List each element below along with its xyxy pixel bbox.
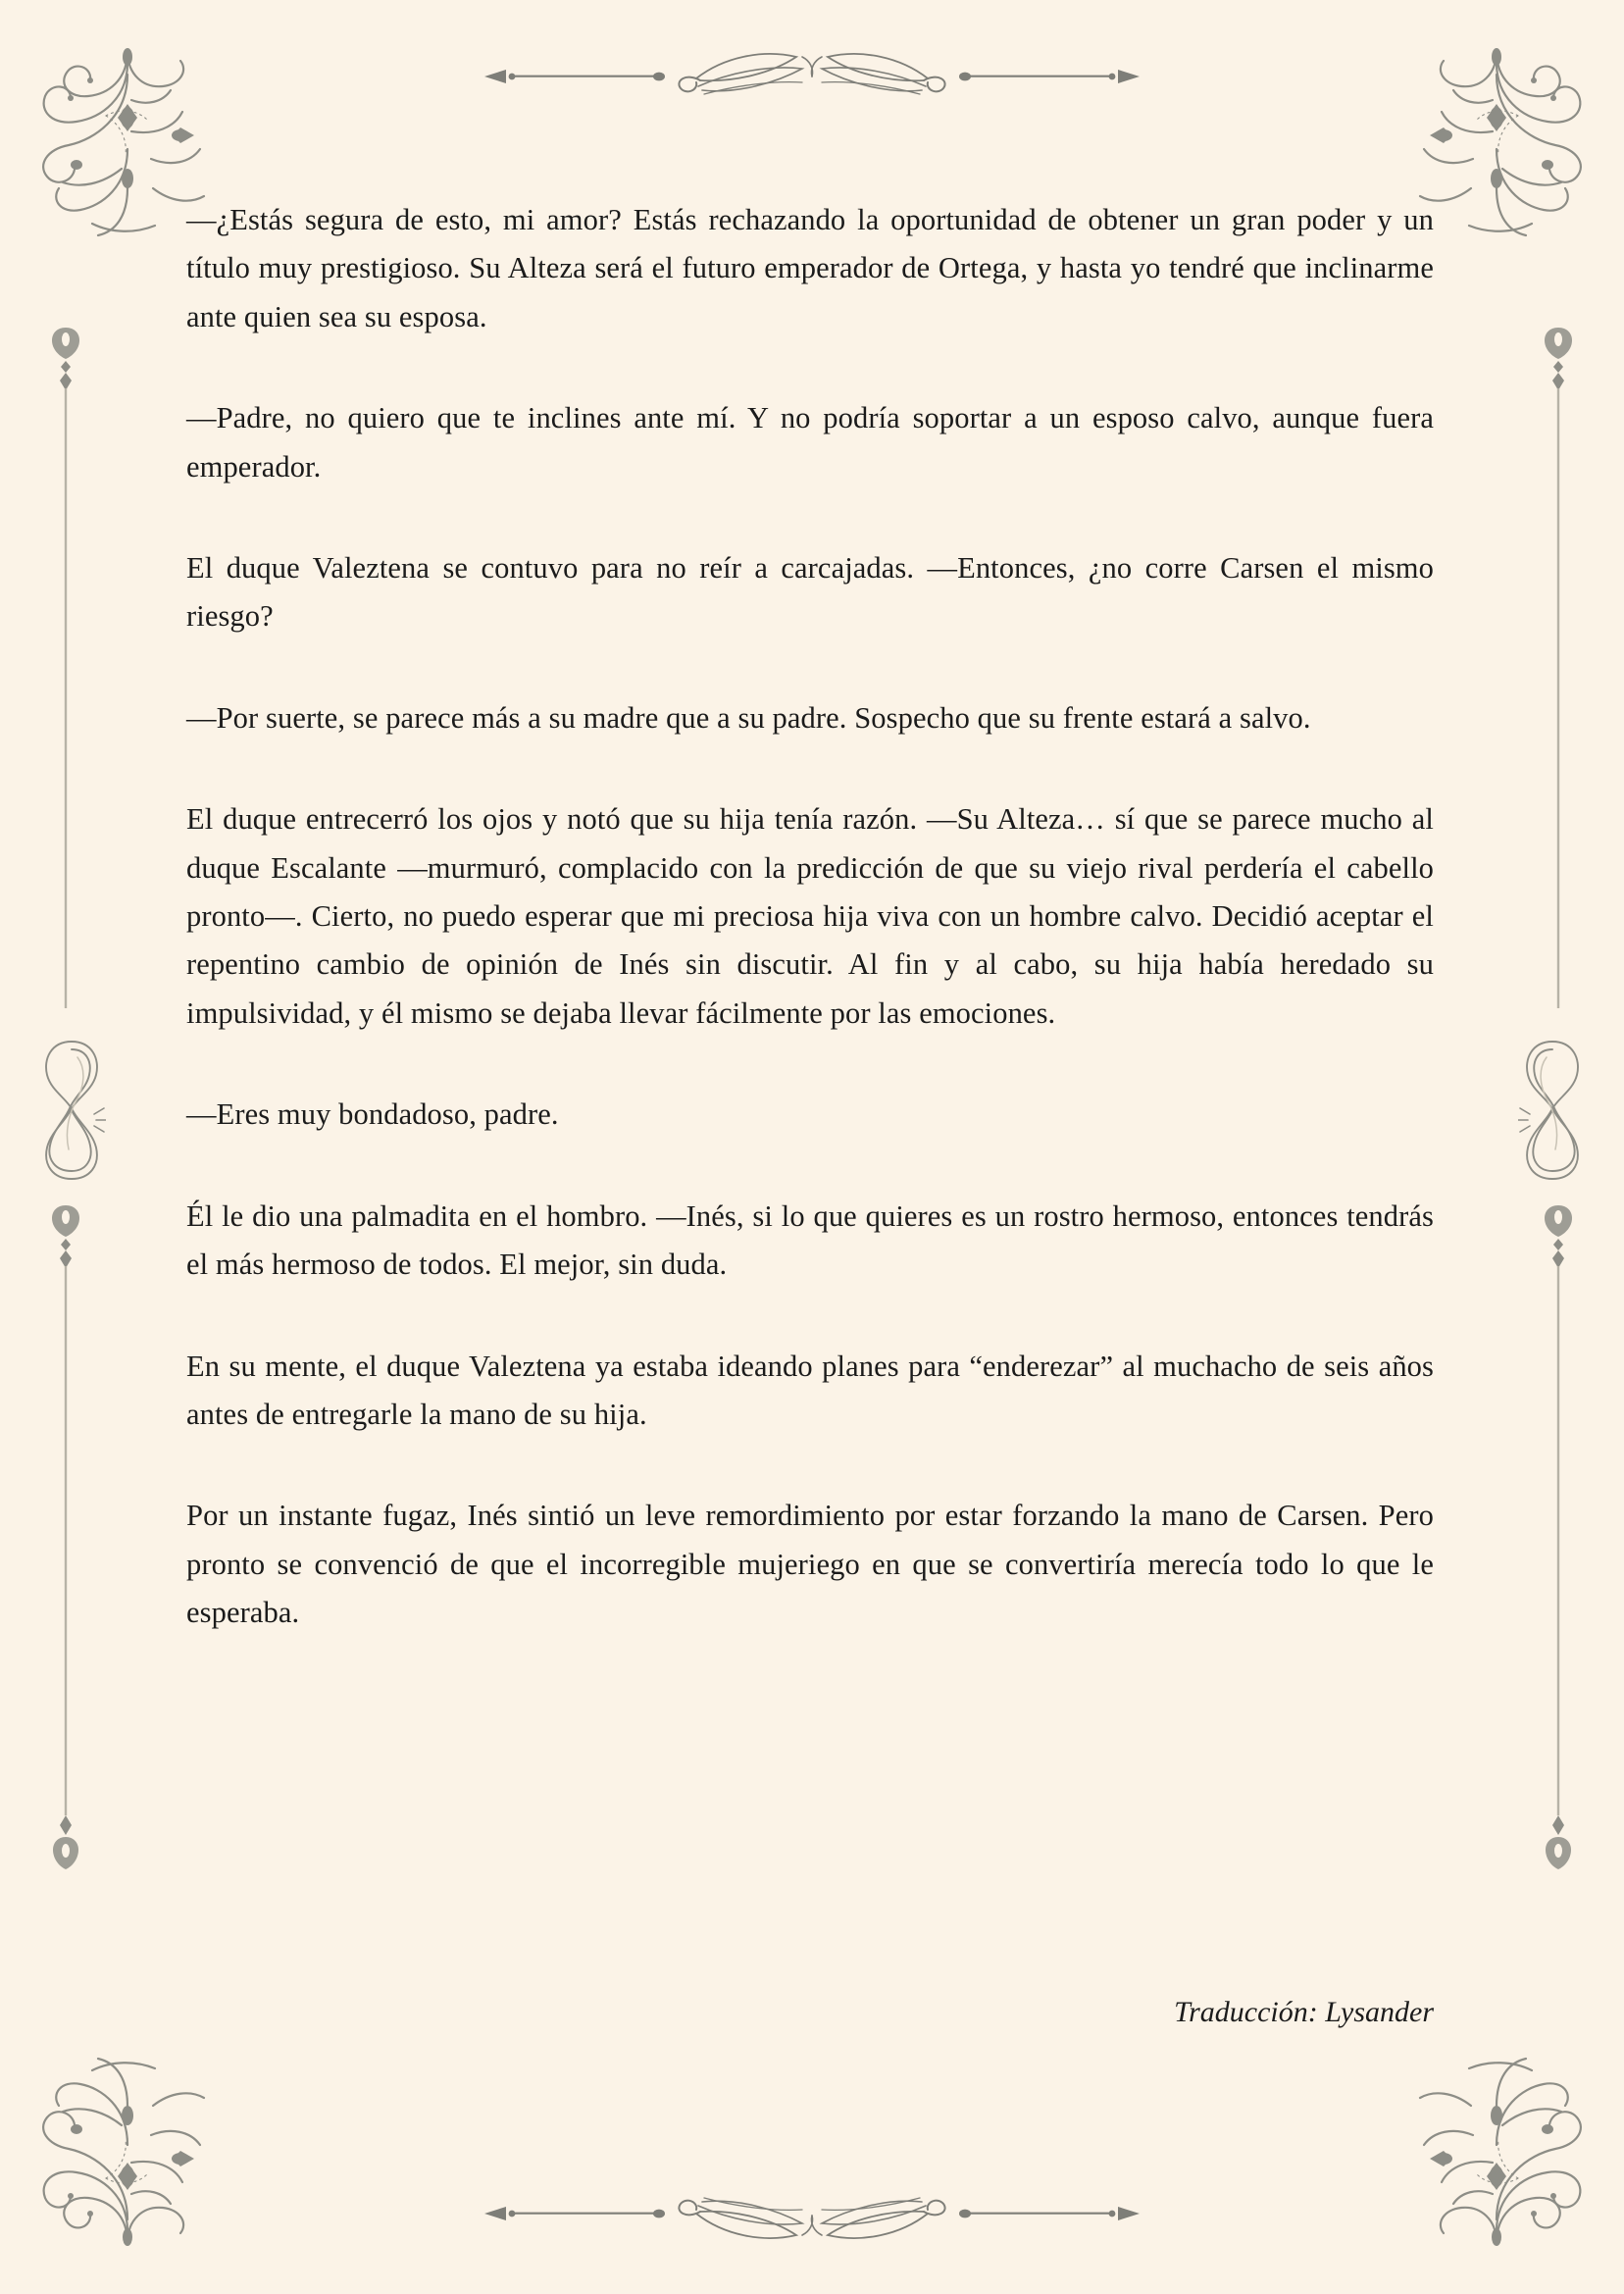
- paragraph: —¿Estás segura de esto, mi amor? Estás rechazando la oportunidad de obtener un gran poder y un título muy prestigioso. Su Alteza será el futuro emperador de Ortega, y hasta yo tendré que inclinarme ante quien sea su esposa.: [186, 203, 1434, 333]
- paragraph: En su mente, el duque Valeztena ya estaba ideando planes para “enderezar” al muchacho de seis años antes de entregarle la mano de su hija.: [186, 1349, 1434, 1431]
- corner-flourish-icon: [33, 2057, 210, 2253]
- paragraph: Por un instante fugaz, Inés sintió un leve remordimiento por estar forzando la mano de Carsen. Pero pronto se convenció de que el incorregible mujeriego en que se convertiría merecía todo lo que le esperaba.: [186, 1499, 1434, 1630]
- right-rail-lower-icon: [1544, 1201, 1573, 1888]
- paragraph: Él le dio una palmadita en el hombro. —Inés, si lo que quieres es un rostro hermoso, entonces tendrás el más hermoso de todos. El mejor, sin duda.: [186, 1198, 1434, 1282]
- top-center-swash-icon: [479, 39, 1145, 118]
- bottom-center-swash-icon: [479, 2176, 1145, 2255]
- translation-credit: Traducción: Lysander: [1174, 1996, 1434, 2028]
- left-rail-lower-icon: [51, 1201, 80, 1888]
- figure-eight-knot-icon: [37, 1030, 106, 1187]
- right-rail-upper-icon: [1544, 324, 1573, 1010]
- corner-flourish-icon: [1414, 41, 1591, 237]
- paragraph: —Padre, no quiero que te inclines ante mí. Y no podría soportar a un esposo calvo, aunque fuera emperador.: [186, 401, 1434, 484]
- story-text-body: [186, 196, 1434, 1638]
- paragraph: —Eres muy bondadoso, padre.: [186, 1097, 559, 1132]
- corner-flourish-icon: [33, 41, 210, 237]
- corner-flourish-icon: [1414, 2057, 1591, 2253]
- left-rail-upper-icon: [51, 324, 80, 1010]
- paragraph: —Por suerte, se parece más a su madre que a su padre. Sospecho que su frente estará a salvo.: [186, 700, 1311, 735]
- paragraph: El duque entrecerró los ojos y notó que su hija tenía razón. —Su Alteza… sí que se parece mucho al duque Escalante —murmuró, complacido con la predicción de que su viejo rival perdería el cabello pronto—. Cierto, no puedo esperar que mi preciosa hija viva con un hombre calvo. Decidió aceptar el repentino cambio de opinión de Inés sin discutir. Al fin y al cabo, su hija había heredado su impulsividad, y él mismo se dejaba llevar fácilmente por las emociones.: [186, 802, 1434, 1030]
- paragraph: El duque Valeztena se contuvo para no reír a carcajadas. —Entonces, ¿no corre Carsen el mismo riesgo?: [186, 551, 1434, 634]
- figure-eight-knot-icon: [1518, 1030, 1587, 1187]
